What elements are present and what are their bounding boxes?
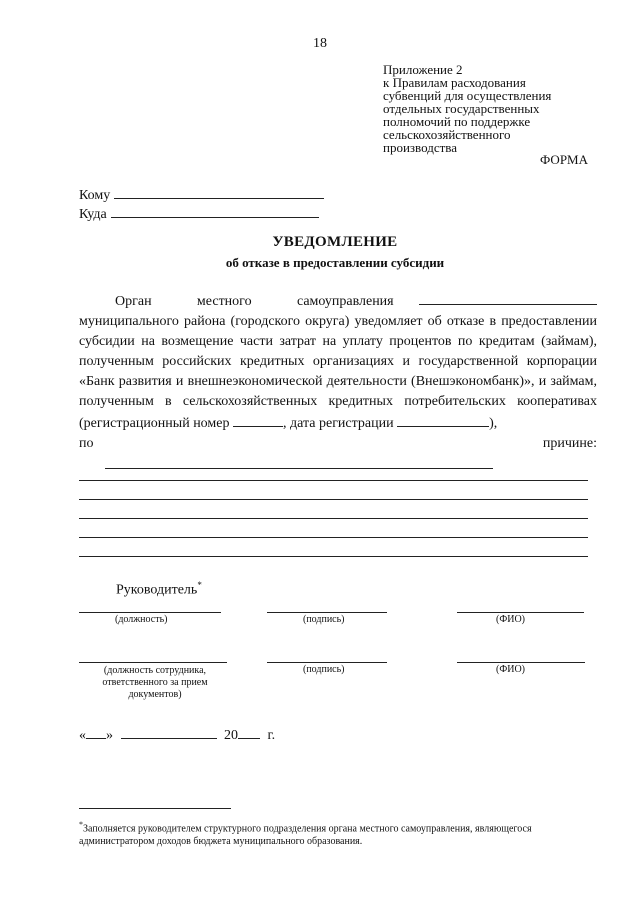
year-prefix: 20	[224, 728, 238, 743]
employee-full-name-line[interactable]	[457, 662, 585, 663]
to-label: Кому	[79, 188, 111, 203]
signature-caption: (подпись)	[303, 614, 345, 625]
document-subtitle: об отказе в предоставлении субсидии	[225, 255, 445, 270]
appendix-line: сельскохозяйственного	[383, 127, 511, 142]
month-field[interactable]	[121, 724, 217, 739]
notice-body	[79, 290, 597, 476]
form-label: ФОРМА	[540, 152, 588, 167]
to-row	[79, 186, 324, 204]
appendix-line: производства	[383, 140, 458, 155]
reason-field[interactable]	[105, 454, 493, 469]
head-label-text: Руководитель	[116, 582, 198, 598]
footnote-mark: *	[197, 580, 202, 590]
document-title: УВЕДОМЛЕНИЕ	[272, 234, 398, 250]
employee-signature-line[interactable]	[267, 662, 387, 663]
registration-number-field[interactable]	[233, 412, 283, 427]
body-main-text	[79, 312, 597, 434]
reason-line[interactable]	[79, 499, 588, 500]
body-main-span: муниципального района (городского округа) уведомляет об отказе в предоставлении субсидии на возмещение части затрат на уплату процентов по кредитам (займам), полученным российских кредитных организациях и государственной корпорации «Банк развития и внешнеэкономической деятельности (Внешэкономбанк)», и займам, полученным в сельскохозяйственных кредитных потребительских кооперативах (регистрационный номер	[79, 314, 597, 431]
to-field[interactable]	[114, 186, 324, 199]
footnote-marker: *	[79, 820, 83, 829]
full-name-line[interactable]	[457, 612, 584, 613]
reason-line[interactable]	[79, 556, 588, 557]
date-close-quote: »	[106, 728, 113, 743]
page-number: 18	[313, 36, 327, 51]
appendix-block	[383, 63, 603, 154]
registration-date-label: , дата регистрации	[283, 416, 394, 431]
reason-label: по причине:	[79, 436, 597, 451]
appendix-line: полномочий по поддержке	[383, 114, 531, 129]
where-label: Куда	[79, 207, 107, 222]
reason-line[interactable]	[79, 480, 588, 481]
footnote-text: Заполняется руководителем структурного подразделения органа местного самоуправления, являющегося администратором доходов бюджета муниципального образования.	[79, 823, 532, 848]
appendix-line: субвенций для осуществления	[383, 88, 552, 103]
organ-name-field[interactable]	[419, 290, 597, 305]
footnote	[79, 818, 579, 848]
day-field[interactable]	[86, 724, 106, 739]
employee-full-name-caption: (ФИО)	[496, 664, 526, 675]
employee-position-caption: (должность сотрудника, ответственного за прием документов)	[102, 665, 208, 700]
date-open-quote: «	[79, 728, 86, 743]
appendix-line: отдельных государственных	[383, 101, 540, 116]
where-row	[79, 205, 319, 223]
year-field[interactable]	[238, 724, 260, 739]
reason-line[interactable]	[79, 518, 588, 519]
appendix-line: Приложение 2	[383, 62, 463, 77]
head-label	[116, 580, 202, 599]
position-caption: (должность)	[115, 614, 168, 625]
closing-paren: ),	[489, 416, 498, 431]
body-organ-text: Орган местного самоуправления	[115, 294, 394, 309]
employee-signature-caption: (подпись)	[303, 664, 345, 675]
position-line[interactable]	[79, 612, 221, 613]
date-row	[79, 724, 275, 744]
signature-line[interactable]	[267, 612, 387, 613]
employee-position-line[interactable]	[79, 662, 227, 663]
footnote-separator	[79, 808, 231, 809]
appendix-line: к Правилам расходования	[383, 75, 526, 90]
where-field[interactable]	[111, 205, 319, 218]
reason-line[interactable]	[79, 537, 588, 538]
full-name-caption: (ФИО)	[496, 614, 526, 625]
registration-date-field[interactable]	[397, 412, 489, 427]
year-suffix: г.	[267, 728, 276, 743]
